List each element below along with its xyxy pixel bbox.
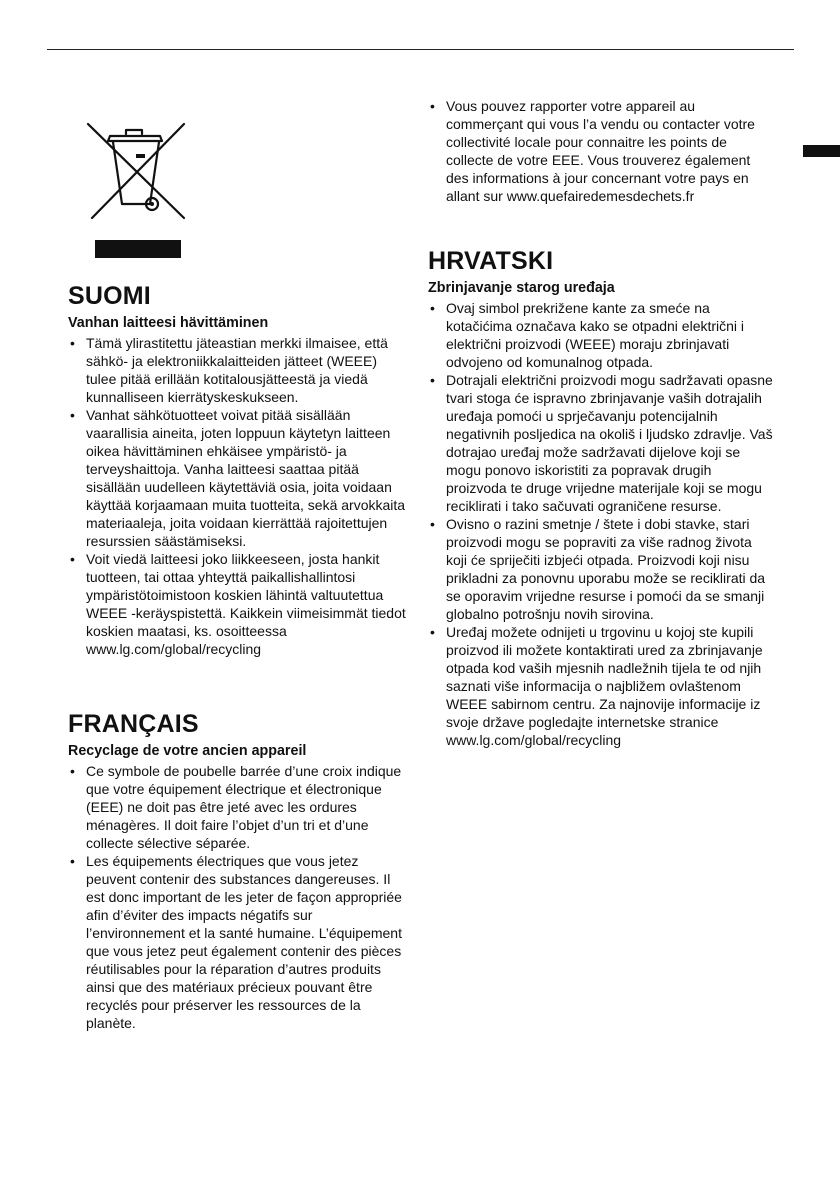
list-francais-continued [428, 97, 773, 205]
list-hrvatski [428, 299, 773, 749]
list-item: • Les équipements électriques que vous jetez peuvent contenir des substances dangereuses. Il est donc important de les jeter de façon appropriée afin d’éviter des impacts négatifs sur l’environnement et la santé humaine. L’équipement que vous jetez peut également contenir des pièces réutilisables pour la réparation d’autres produits ainsi que des matériaux précieux pouvant être recyclés pour préserver les ressources de la planète. [68, 852, 410, 1032]
section-subtitle-hrvatski: Zbrinjavanje starog uređaja [428, 280, 615, 296]
left-column [68, 282, 410, 1032]
section-suomi [68, 282, 410, 658]
edge-tab-marker [803, 145, 840, 157]
section-title-francais: FRANÇAIS [68, 710, 199, 738]
list-francais [68, 762, 410, 1032]
list-item: • Tämä ylirastitettu jäteastian merkki ilmaisee, että sähkö- ja elektroniikkalaitteiden jätteet (WEEE) tulee pitää erillään kotitalousjätteestä ja viedä kunnalliseen kierrätyskeskukseen. [68, 334, 410, 406]
section-title-hrvatski: HRVATSKI [428, 247, 554, 275]
header-rule [47, 49, 794, 50]
section-title-suomi: SUOMI [68, 282, 151, 310]
list-item: • Dotrajali električni proizvodi mogu sadržavati opasne tvari stoga će ispravno zbrinjavanje vaših dotrajalih uređaja pomoći u sprječavanju potencijalnih negativnih posljedica na okoliš i ljudsko zdravlje. Vaš dotrajao uređaj može sadržavati dijelove koji se mogu ponovo iskoristiti za popravak drugih proizvoda te druge vrijedne materijale koji se mogu reciklirati i tako sačuvati ograničene resurse. [428, 371, 773, 515]
section-hrvatski [428, 247, 773, 749]
list-suomi [68, 334, 410, 658]
right-column [428, 97, 773, 749]
black-bar-marker [95, 240, 181, 258]
list-item: • Ovisno o razini smetnje / štete i dobi stavke, stari proizvodi mogu se popraviti za više radnog života koji će spriječiti izbjeći otpada. Proizvodi koji nisu prikladni za ponovnu uporabu može se reciklirati da se oporavim vrijedne resurse i pomoći da se smanji globalno potrošnju novih sirovina. [428, 515, 773, 623]
list-item: • Ovaj simbol prekrižene kante za smeće na kotačićima označava kako se otpadni električni i električni proizvodi (WEEE) moraju zbrinjavati odvojeno od komunalnog otpada. [428, 299, 773, 371]
list-item: • Voit viedä laitteesi joko liikkeeseen, josta hankit tuotteen, tai ottaa yhteyttä paikallishallintosi ympäristötoimistoon koskien lähintä valtuutettua WEEE -keräyspistettä. Kaikkein viimeisimmät tiedot koskien maatasi, ks. osoitteessa www.lg.com/global/recycling [68, 550, 410, 658]
list-item: • Ce symbole de poubelle barrée d’une croix indique que votre équipement électrique et électronique (EEE) ne doit pas être jeté avec les ordures ménagères. Il doit faire l’objet d’un tri et d’une collecte sélective séparée. [68, 762, 410, 852]
crossed-out-wheelie-bin-icon [80, 118, 192, 226]
section-francais [68, 710, 410, 1032]
section-subtitle-suomi: Vanhan laitteesi hävittäminen [68, 315, 269, 331]
list-item: • Vanhat sähkötuotteet voivat pitää sisällään vaarallisia aineita, joten loppuun käytetyn laitteen oikea hävittäminen ehkäisee ympäristö- ja terveyshaittoja. Vanha laitteesi saattaa pitää sisällään uudelleen käytettäviä osia, joita voidaan käyttää korjaamaan muita tuotteita, sekä arvokkaita materiaaleja, joita voidaan kierrättää rajoitettujen resurssien säästämiseksi. [68, 406, 410, 550]
list-item: • Uređaj možete odnijeti u trgovinu u kojoj ste kupili proizvod ili možete kontaktirati ured za zbrinjavanje otpada kod vaših mjesnih nadležnih tijela te od njih saznati više informacija o najbližem ovlaštenom WEEE sabirnom centru. Za najnovije informacije iz svoje države pogledajte internetske stranice www.lg.com/global/recycling [428, 623, 773, 749]
section-subtitle-francais: Recyclage de votre ancien appareil [68, 743, 307, 759]
list-item: • Vous pouvez rapporter votre appareil au commerçant qui vous l’a vendu ou contacter votre collectivité locale pour connaitre les points de collecte de votre EEE. Vous trouverez également des informations à jour concernant votre pays en allant sur www.quefairedemesdechets.fr [428, 97, 773, 205]
